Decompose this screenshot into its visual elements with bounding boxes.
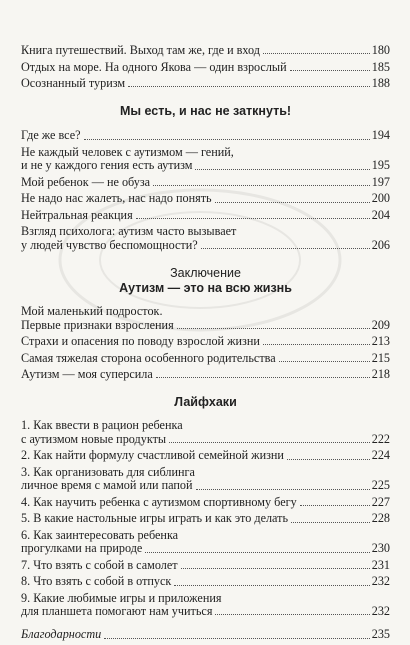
toc-entry-text: 1. Как ввести в рацион ребенка bbox=[21, 418, 183, 433]
toc-entry-text: Отдых на море. На одного Якова — один взрослый bbox=[21, 59, 287, 74]
toc-entry-text: 8. Что взять с собой в отпуск bbox=[21, 574, 172, 589]
toc-entry-text: Благодарности bbox=[21, 627, 102, 642]
dot-leader bbox=[279, 361, 370, 362]
page-number: 213 bbox=[371, 334, 390, 349]
toc-entry-last-line bbox=[21, 479, 390, 492]
page-number: 209 bbox=[371, 317, 390, 332]
table-of-contents bbox=[21, 44, 390, 645]
page-number: 228 bbox=[371, 511, 390, 526]
toc-entry-text: 2. Как найти формулу счастливой семейной жизни bbox=[21, 448, 284, 463]
toc-entry bbox=[21, 176, 390, 189]
toc-entry-text: Книга путешествий. Выход там же, где и вход bbox=[21, 43, 260, 57]
toc-entry-text: Аутизм — моя суперсила bbox=[21, 367, 153, 382]
dot-leader bbox=[215, 614, 369, 615]
toc-entry-text: и не у каждого гения есть аутизм bbox=[21, 158, 193, 173]
toc-entry-text: Где же все? bbox=[21, 128, 81, 143]
toc-entry bbox=[21, 209, 390, 222]
toc-group-conclusion bbox=[21, 305, 390, 381]
dot-leader bbox=[290, 70, 370, 71]
page-number: 222 bbox=[371, 431, 390, 446]
toc-entry-text: 4. Как научить ребенка с аутизмом спортивному бегу bbox=[21, 494, 297, 509]
dot-leader bbox=[174, 585, 369, 586]
page-number: 185 bbox=[371, 59, 390, 74]
dot-leader bbox=[181, 568, 370, 569]
toc-entry-last-line bbox=[21, 433, 390, 446]
toc-entry-text: Мой маленький подросток. bbox=[21, 304, 163, 319]
page-number: 204 bbox=[371, 207, 390, 222]
page-number: 194 bbox=[371, 128, 390, 143]
toc-entry-text: 6. Как заинтересовать ребенка bbox=[21, 527, 179, 542]
page-number: 188 bbox=[371, 76, 390, 90]
page-number: 232 bbox=[371, 604, 390, 619]
toc-entry-text: 3. Как организовать для сиблинга bbox=[21, 464, 195, 479]
section-title-conclusion: Аутизм — это на всю жизнь bbox=[119, 281, 292, 296]
page-number: 197 bbox=[371, 174, 390, 189]
toc-entry-text: 5. В какие настольные игры играть и как это делать bbox=[21, 511, 289, 526]
page-number: 235 bbox=[371, 627, 390, 642]
toc-entry bbox=[21, 628, 390, 641]
toc-entry-text: Страхи и опасения по поводу взрослой жизни bbox=[21, 334, 260, 349]
toc-entry bbox=[21, 146, 390, 173]
dot-leader bbox=[300, 505, 370, 506]
page-number: 231 bbox=[371, 557, 390, 572]
dot-leader bbox=[128, 86, 370, 87]
toc-entry-text: личное время с мамой или папой bbox=[21, 478, 193, 493]
toc-entry-last-line bbox=[21, 542, 390, 555]
toc-entry-last-line bbox=[21, 605, 390, 618]
section-title-lifehacks: Лайфхаки bbox=[174, 395, 237, 410]
page-number: 230 bbox=[371, 541, 390, 556]
toc-entry bbox=[21, 192, 390, 205]
dot-leader bbox=[195, 169, 369, 170]
toc-entry bbox=[21, 419, 390, 446]
toc-entry bbox=[21, 512, 390, 525]
page-number: 232 bbox=[371, 574, 390, 589]
dot-leader bbox=[153, 185, 370, 186]
dot-leader bbox=[263, 344, 370, 345]
toc-group-we-exist bbox=[21, 129, 390, 252]
section-title-we-exist: Мы есть, и нас не заткнуть! bbox=[119, 104, 292, 119]
dot-leader bbox=[201, 248, 370, 249]
dot-leader bbox=[136, 218, 370, 219]
toc-entry bbox=[21, 449, 390, 462]
toc-entry bbox=[21, 61, 390, 74]
toc-entry bbox=[21, 529, 390, 556]
page-number: 206 bbox=[371, 237, 390, 252]
toc-entry-text: для планшета помогают нам учиться bbox=[21, 604, 213, 619]
toc-entry-text: Самая тяжелая сторона особенного родительства bbox=[21, 350, 276, 365]
toc-group-travel bbox=[21, 44, 390, 90]
page-number: 200 bbox=[371, 191, 390, 206]
dot-leader bbox=[145, 552, 369, 553]
toc-entry bbox=[21, 335, 390, 348]
toc-entry bbox=[21, 496, 390, 509]
toc-entry-text: Мой ребенок — не обуза bbox=[21, 174, 151, 189]
dot-leader bbox=[287, 459, 370, 460]
toc-entry bbox=[21, 368, 390, 381]
toc-group-lifehacks bbox=[21, 419, 390, 618]
dot-leader bbox=[156, 377, 370, 378]
dot-leader bbox=[196, 489, 370, 490]
conclusion-heading: Заключение bbox=[170, 266, 241, 281]
page-number: 218 bbox=[371, 367, 390, 382]
toc-entry-text: Не каждый человек с аутизмом — гений, bbox=[21, 144, 234, 159]
toc-entry-text: Первые признаки взросления bbox=[21, 317, 174, 332]
toc-entry-text: Осознанный туризм bbox=[21, 76, 126, 90]
toc-entry bbox=[21, 466, 390, 493]
dot-leader bbox=[169, 442, 370, 443]
toc-entry-last-line bbox=[21, 159, 390, 172]
dot-leader bbox=[104, 638, 369, 639]
toc-entry bbox=[21, 559, 390, 572]
toc-entry bbox=[21, 77, 390, 90]
toc-entry bbox=[21, 44, 390, 57]
dot-leader bbox=[84, 139, 370, 140]
toc-entry bbox=[21, 352, 390, 365]
dot-leader bbox=[177, 328, 370, 329]
page-number: 227 bbox=[371, 494, 390, 509]
toc-entry bbox=[21, 129, 390, 142]
page-number: 225 bbox=[371, 478, 390, 493]
toc-entry-last-line bbox=[21, 319, 390, 332]
toc-entry-text: 9. Какие любимые игры и приложения bbox=[21, 590, 222, 605]
toc-entry-text: с аутизмом новые продукты bbox=[21, 431, 167, 446]
toc-entry bbox=[21, 575, 390, 588]
toc-entry bbox=[21, 225, 390, 252]
toc-entry-text: Нейтральная реакция bbox=[21, 207, 133, 222]
toc-group-acknowledgements bbox=[21, 628, 390, 641]
toc-entry-text: Взгляд психолога: аутизм часто вызывает bbox=[21, 224, 237, 239]
toc-entry bbox=[21, 305, 390, 332]
toc-entry-last-line bbox=[21, 239, 390, 252]
dot-leader bbox=[263, 53, 370, 54]
toc-entry-text: Не надо нас жалеть, нас надо понять bbox=[21, 191, 212, 206]
page-number: 215 bbox=[371, 350, 390, 365]
toc-entry-text: 7. Что взять с собой в самолет bbox=[21, 557, 178, 572]
page-number: 195 bbox=[371, 158, 390, 173]
dot-leader bbox=[291, 522, 370, 523]
toc-entry-text: прогулками на природе bbox=[21, 541, 143, 556]
toc-entry bbox=[21, 592, 390, 619]
page-number: 224 bbox=[371, 448, 390, 463]
page-number: 180 bbox=[371, 43, 390, 57]
dot-leader bbox=[215, 202, 370, 203]
toc-entry-text: у людей чувство беспомощности? bbox=[21, 237, 198, 252]
